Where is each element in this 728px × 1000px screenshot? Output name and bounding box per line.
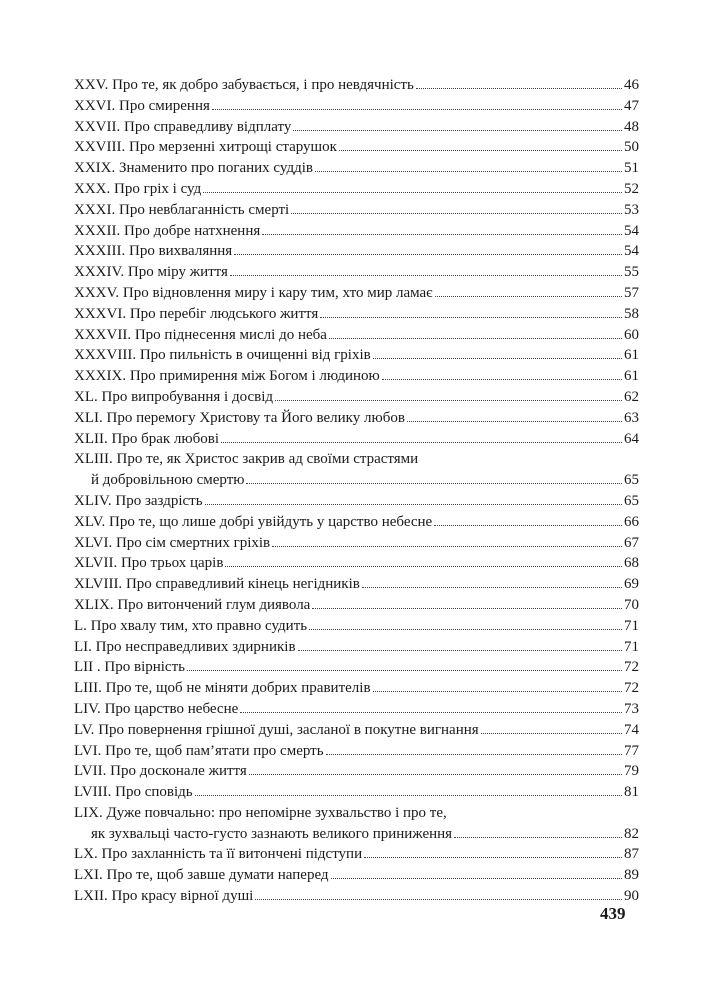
dot-leader [329,337,622,339]
toc-entry-title: Про те, як Христос закрив ад своїми страстями [116,451,419,468]
toc-entry-number: LVIII. [74,784,112,801]
toc-entry-page: 53 [624,201,639,218]
toc-entry [74,553,639,574]
toc-entry [74,533,639,554]
toc-entry [74,366,639,387]
toc-entry-title: Про міру життя [127,264,228,281]
toc-entry-line [74,533,639,554]
toc-entry-line [74,262,639,283]
toc-entry-page: 57 [624,284,639,301]
toc-entry [74,720,639,741]
toc-entry-line [74,366,639,387]
toc-entry-number: XXVI. [74,97,116,114]
toc-entry [74,844,639,865]
toc-entry-title: Про те, що лише добрі увійдуть у царство небесне [109,513,433,530]
dot-leader [275,399,622,401]
toc-entry-line [74,720,639,741]
dot-leader [362,586,622,588]
toc-entry-line [74,803,639,824]
toc-entry-line [74,304,639,325]
toc-entry-number: XLII. [74,430,108,447]
toc-entry-title: Про те, щоб пам’ятати про смерть [105,742,324,759]
dot-leader [212,108,622,110]
toc-entry [74,179,639,200]
toc-entry-number: LX. [74,846,98,863]
toc-entry [74,221,639,242]
toc-entry-title: Про красу вірної душі [111,888,254,905]
dot-leader [221,441,622,443]
toc-entry [74,304,639,325]
toc-entry-line [74,678,639,699]
toc-entry [74,429,639,450]
dot-leader [249,773,622,775]
toc-entry-number: XLVI. [74,534,113,551]
toc-entry-page: 58 [624,305,639,322]
toc-entry-line [74,117,639,138]
toc-entry-number: XLIX. [74,596,114,613]
dot-leader [205,503,622,505]
toc-entry-page: 48 [624,118,639,135]
toc-entry-number: LII . [74,659,101,676]
toc-entry-number: XXXIII. [74,243,126,260]
toc-entry [74,574,639,595]
toc-entry-title: Про мерзенні хитрощі старушок [128,139,337,156]
toc-entry-number: XXXII. [74,222,121,239]
toc-entry [74,761,639,782]
dot-leader [246,482,622,484]
toc-entry-number: XLI. [74,409,103,426]
toc-entry-page: 73 [624,700,639,717]
toc-entry-line [74,449,639,470]
dot-leader [481,732,622,734]
dot-leader [203,191,622,193]
dot-leader [339,149,622,151]
toc-entry-page: 89 [624,867,639,884]
toc-entry-number: XXXVII. [74,326,132,343]
dot-leader [454,836,622,838]
toc-entry-line [74,96,639,117]
toc-entry-title: Про справедливу відплату [124,118,292,135]
toc-entry-number: XXIX. [74,160,116,177]
toc-entry-title: Про брак любові [111,430,219,447]
toc-entry-page: 72 [624,659,639,676]
toc-entry-page: 61 [624,368,639,385]
toc-entry-line [74,595,639,616]
toc-entry [74,158,639,179]
toc-entry-line [74,844,639,865]
toc-entry-number: LI. [74,638,92,655]
toc-entry-page: 54 [624,243,639,260]
dot-leader [309,628,622,630]
toc-entry-page: 66 [624,513,639,530]
toc-entry-number: XLV. [74,513,106,530]
toc-entry-page: 65 [624,492,639,509]
toc-entry-page: 54 [624,222,639,239]
toc-entry-page: 64 [624,430,639,447]
dot-leader [234,253,622,255]
toc-entry-line [74,637,639,658]
toc-entry-line [74,470,639,491]
toc-entry-number: LXI. [74,867,103,884]
toc-entry-line [74,429,639,450]
toc-entry-line [74,387,639,408]
toc-entry-page: 50 [624,139,639,156]
toc-entry-title: Про добре натхнення [124,222,261,239]
toc-entry [74,699,639,720]
toc-entry [74,657,639,678]
dot-leader [262,233,622,235]
toc-entry-title: Про перебіг людського життя [129,305,319,322]
toc-entry-page: 74 [624,721,639,738]
toc-entry-title: Дуже повчально: про непомірне зухвальство і про те, [106,804,447,821]
toc-entry [74,117,639,138]
toc-entry-line [74,345,639,366]
toc-entry-page: 47 [624,97,639,114]
toc-entry-line [74,179,639,200]
toc-entry-number: LVII. [74,763,107,780]
toc-entry-number: XLIII. [74,451,113,468]
toc-entry [74,595,639,616]
toc-entry-page: 62 [624,388,639,405]
dot-leader [230,274,622,276]
toc-entry [74,345,639,366]
toc-entry-line [74,657,639,678]
toc-entry-number: LV. [74,721,95,738]
toc-entry [74,283,639,304]
toc-entry-number: XL. [74,388,98,405]
dot-leader [407,420,622,422]
toc-entry-line [74,221,639,242]
toc-entry [74,325,639,346]
toc-entry-page: 65 [624,472,639,489]
toc-entry-title: Про трьох царів [120,555,224,572]
toc-entry-line [74,512,639,533]
toc-entry-number: LIX. [74,804,103,821]
toc-entry-title: Про заздрість [115,492,203,509]
toc-entry-line [74,283,639,304]
dot-leader [272,545,622,547]
toc-entry-title: Про сповідь [115,784,193,801]
toc-entry-line [74,408,639,429]
toc-entry-line [74,865,639,886]
toc-entry-number: XLIV. [74,492,112,509]
toc-entry-title: Про витончений глум диявола [117,596,311,613]
toc-entry-title: й добровільною смертю [91,472,245,489]
toc-entry-number: XLVIII. [74,576,123,593]
toc-entry [74,387,639,408]
toc-entry [74,741,639,762]
toc-entry-page: 71 [624,617,639,634]
toc-entry-title: Про несправедливих здирників [95,638,296,655]
toc-entry-page: 79 [624,763,639,780]
toc-entry-page: 60 [624,326,639,343]
toc-entry [74,678,639,699]
dot-leader [187,669,622,671]
toc-entry-page: 67 [624,534,639,551]
toc-entry [74,782,639,803]
toc-entry-line [74,616,639,637]
toc-entry-number: XXVIII. [74,139,126,156]
toc-entry-title: Про пильність в очищенні від гріхів [139,347,371,364]
toc-entry-line [74,782,639,803]
toc-entry-line [74,574,639,595]
toc-entry-number: LIV. [74,700,101,717]
toc-entry-page: 52 [624,180,639,197]
toc-entry-line [74,761,639,782]
toc-entry-title: Про випробування і досвід [101,388,273,405]
toc-entry-title: Про досконале життя [110,763,247,780]
toc-entry-title: Про справедливий кінець негідників [125,576,360,593]
toc-entry-number: XXXV. [74,284,120,301]
toc-entry [74,75,639,96]
toc-entry-line [74,158,639,179]
toc-entry-number: XXX. [74,180,111,197]
toc-entry-title: Знаменито про поганих суддів [119,160,313,177]
dot-leader [298,649,622,651]
dot-leader [312,607,622,609]
dot-leader [434,524,622,526]
dot-leader [225,565,622,567]
toc-entry-number: XXVII. [74,118,121,135]
dot-leader [435,295,622,297]
toc-entry [74,449,639,491]
toc-entry-title: Про царство небесне [104,700,239,717]
toc-entry-title: Про піднесення мислі до неба [134,326,327,343]
toc-entry [74,137,639,158]
toc-entry [74,637,639,658]
toc-entry-number: LVI. [74,742,102,759]
toc-entry [74,491,639,512]
dot-leader [195,794,622,796]
toc-entry-number: LIII. [74,680,102,697]
dot-leader [373,357,622,359]
toc-entry-title: як зухвальці часто-густо зазнають великого приниження [91,825,453,842]
toc-entry-line [74,553,639,574]
toc-entry-line [74,75,639,96]
toc-entry-page: 51 [624,160,639,177]
dot-leader [255,898,622,900]
toc-entry-title: Про вихваляння [128,243,233,260]
toc-entry [74,241,639,262]
toc-entry-number: XXXVI. [74,305,127,322]
toc-entry-line [74,886,639,907]
toc-entry-page: 81 [624,784,639,801]
dot-leader [240,711,622,713]
toc-entry-line [74,137,639,158]
toc-entry-number: LXII. [74,888,108,905]
toc-entry-line [74,241,639,262]
toc-entry-number: XXXVIII. [74,347,137,364]
dot-leader [326,753,622,755]
toc-entry-number: XXV. [74,77,109,93]
dot-leader [373,690,622,692]
toc-entry-line [74,325,639,346]
toc-entry-page: 46 [624,77,639,93]
toc-entry-line [74,741,639,762]
toc-entry-title: Про відновлення миру і кару тим, хто мир ламає [122,284,433,301]
toc-entry-page: 72 [624,680,639,697]
toc-entry-title: Про перемогу Христову та Його велику любов [106,409,405,426]
toc-entry-page: 77 [624,742,639,759]
toc-entry [74,886,639,907]
toc-entry-page: 90 [624,888,639,905]
toc-entry-number: L. [74,617,87,634]
toc-entry [74,512,639,533]
toc-entry-title: Про вірність [104,659,185,676]
toc-entry-number: XXXIV. [74,264,125,281]
dot-leader [416,87,622,89]
toc-entry [74,96,639,117]
table-of-contents [74,75,639,907]
dot-leader [382,378,622,380]
toc-entry-line [74,491,639,512]
dot-leader [364,856,622,858]
toc-entry-page: 70 [624,596,639,613]
toc-entry [74,408,639,429]
dot-leader [331,877,622,879]
toc-entry [74,616,639,637]
toc-entry-number: XXXI. [74,201,116,218]
dot-leader [320,316,622,318]
toc-entry-number: XLVII. [74,555,118,572]
toc-entry-title: Про те, як добро забувається, і про невдячність [112,77,414,93]
toc-entry-page: 69 [624,576,639,593]
toc-entry-line [74,699,639,720]
page-number: 439 [600,904,626,923]
toc-entry-title: Про смирення [119,97,210,114]
toc-entry [74,803,639,845]
toc-entry-title: Про захланність та її витончені підступи [101,846,363,863]
toc-entry-line [74,200,639,221]
dot-leader [315,170,622,172]
toc-entry-page: 55 [624,264,639,281]
toc-entry-title: Про невблаганність смерті [119,201,290,218]
toc-entry-title: Про повернення грішної душі, засланої в покутне вигнання [98,721,479,738]
toc-entry [74,865,639,886]
toc-entry [74,262,639,283]
dot-leader [291,212,622,214]
toc-entry-page: 87 [624,846,639,863]
toc-entry-page: 61 [624,347,639,364]
toc-entry-title: Про сім смертних гріхів [115,534,271,551]
toc-entry-page: 63 [624,409,639,426]
toc-entry-title: Про примирення між Богом і людиною [129,368,380,385]
toc-entry-title: Про хвалу тим, хто правно судить [90,617,308,634]
toc-entry-title: Про те, щоб не міняти добрих правителів [105,680,371,697]
toc-entry-title: Про те, щоб завше думати наперед [106,867,329,884]
toc-entry [74,200,639,221]
toc-entry-number: XXXIX. [74,368,127,385]
toc-entry-title: Про гріх і суд [114,180,202,197]
dot-leader [293,129,622,131]
toc-entry-page: 71 [624,638,639,655]
toc-entry-line [74,824,639,845]
toc-entry-page: 68 [624,555,639,572]
toc-entry-page: 82 [624,825,639,842]
